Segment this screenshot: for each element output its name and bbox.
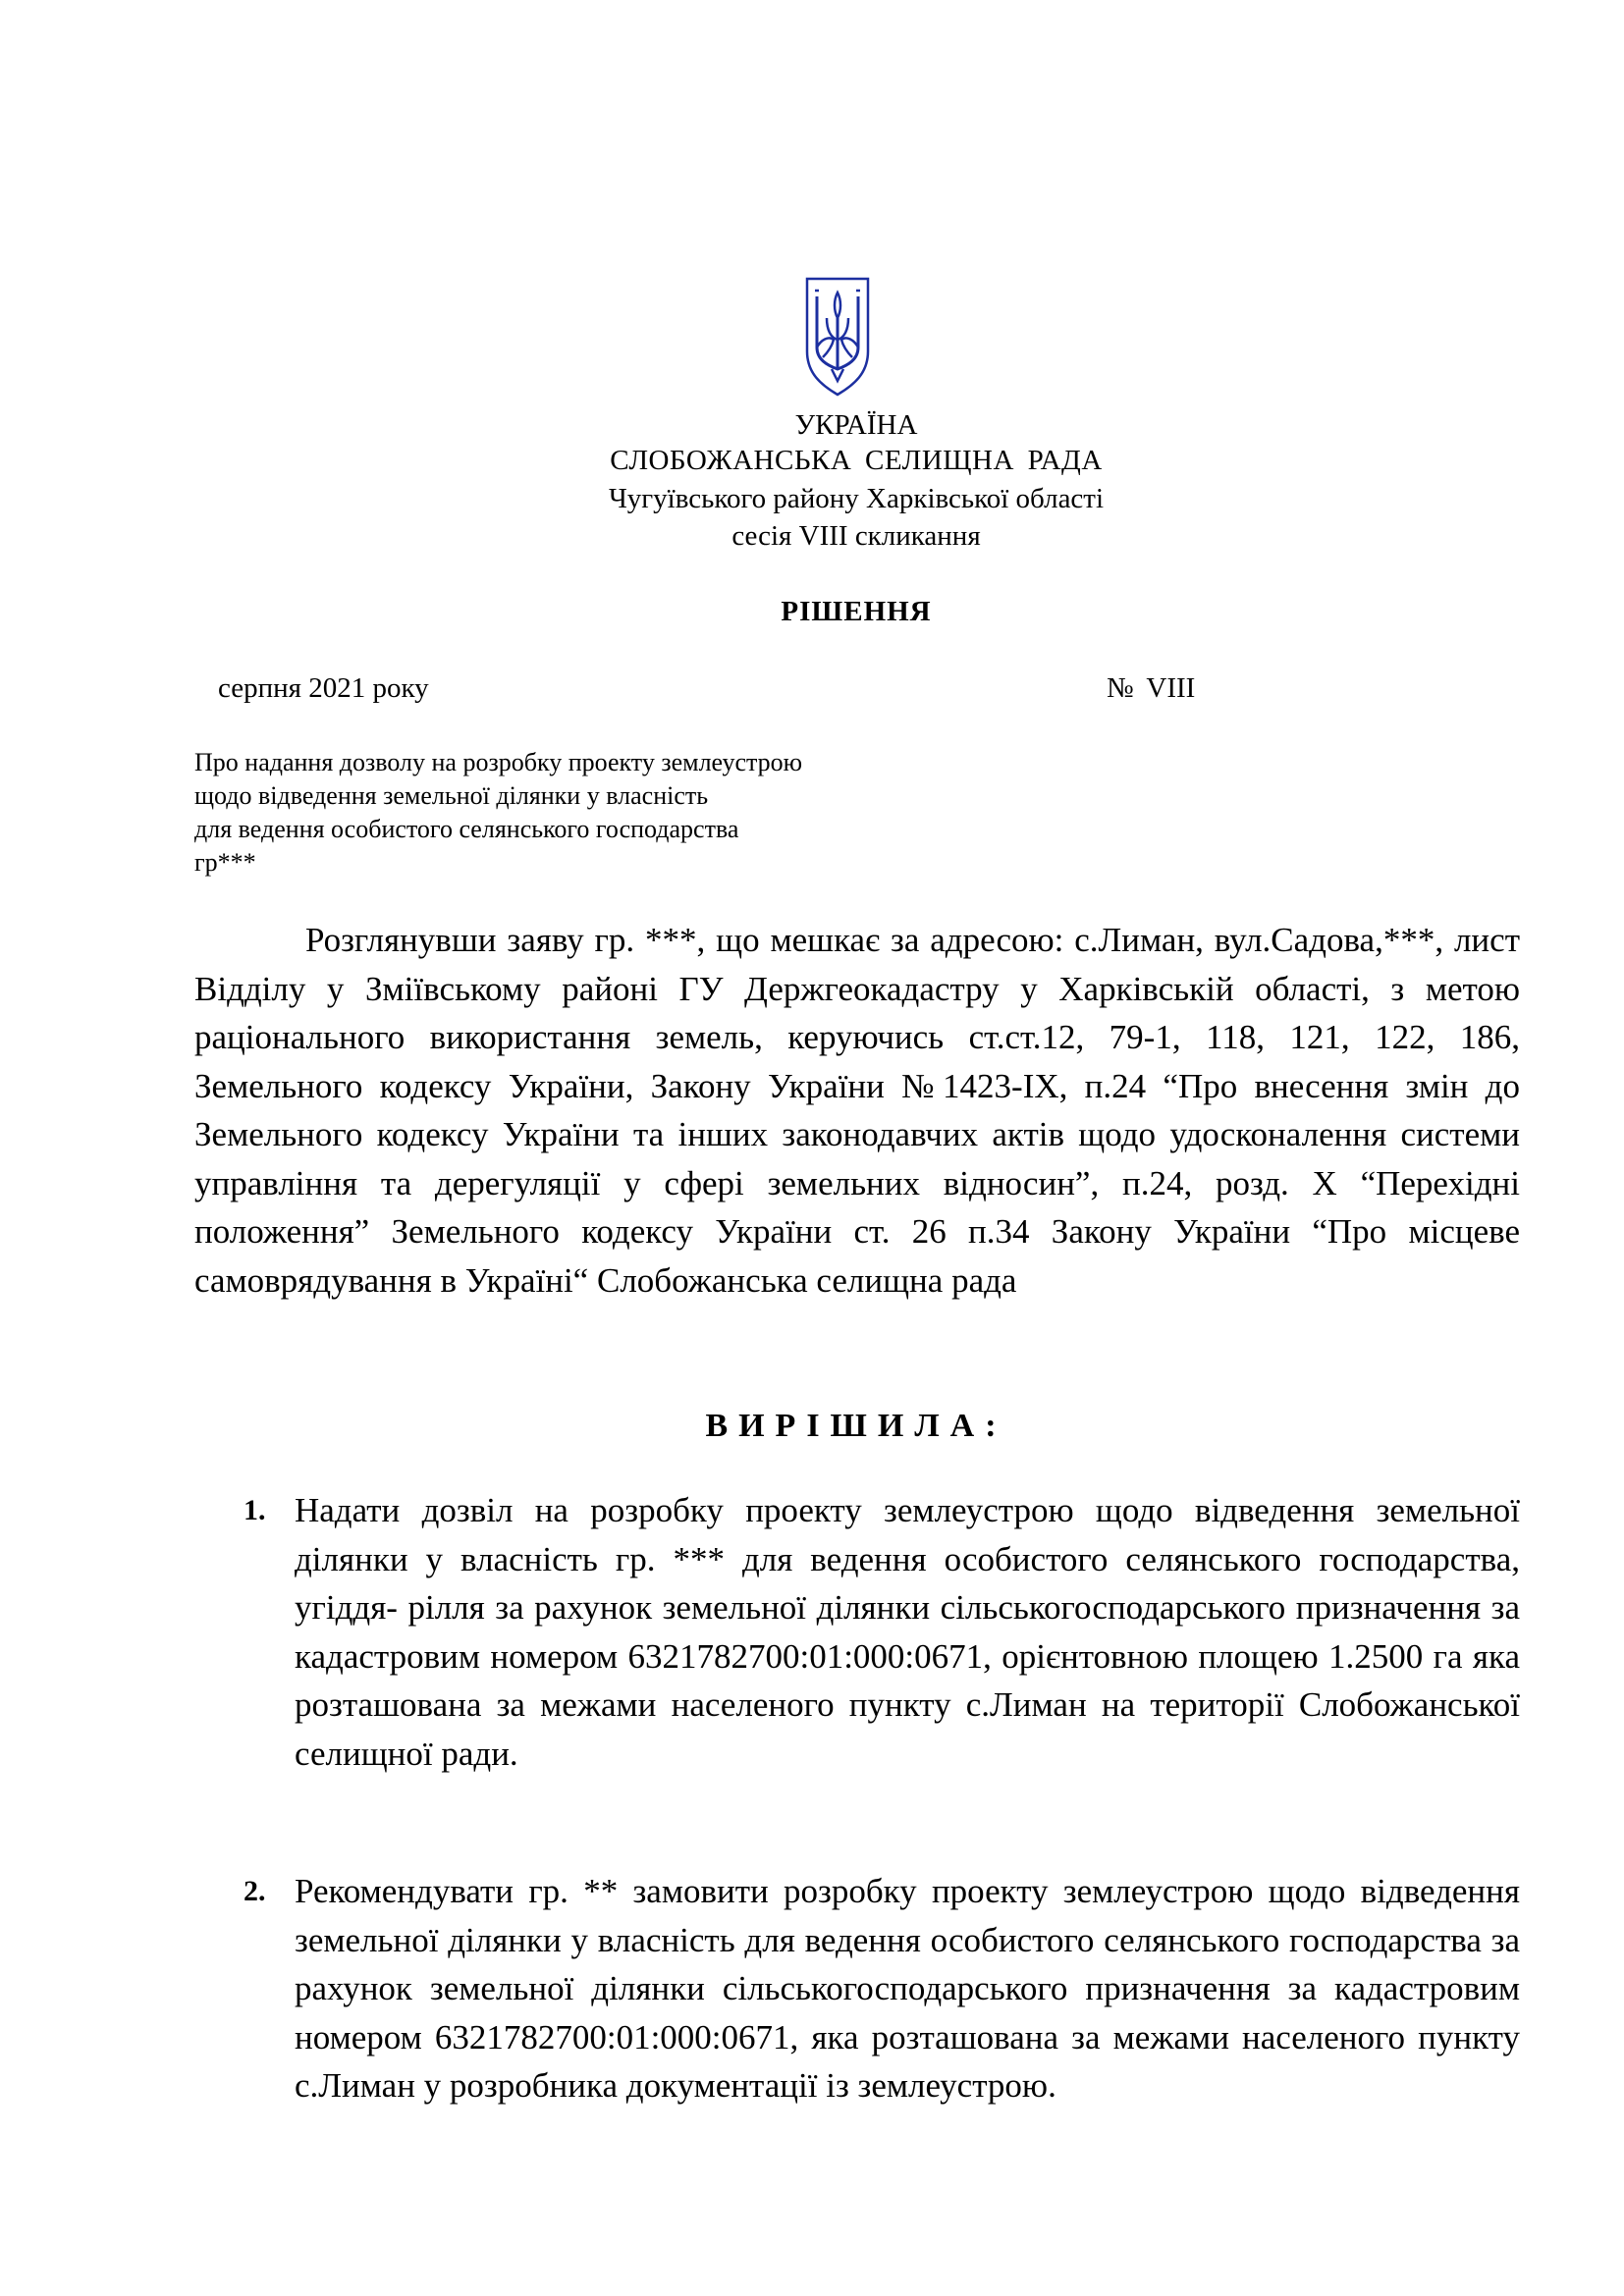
country-name: УКРАЇНА — [794, 409, 918, 441]
decision-date: серпня 2021 року — [218, 672, 429, 704]
item-text: Рекомендувати гр. ** замовити розробку проекту землеустрою щодо відведення земельної ділянки у власність для ведення особистого селянського господарства за рахунок земельної ділянки сільськогосподарського призначення за кадастровим номером 6321782700:01:000:0671, яка розташована за межами населеного пункту с.Лиман у розробника документації із землеустрою. — [295, 1872, 1520, 2105]
subject-line: гр*** — [194, 848, 256, 877]
decision-number: № VIII — [1107, 672, 1196, 704]
subject-line: щодо відведення земельної ділянки у власність — [194, 781, 709, 810]
subject-line: для ведення особистого селянського господарства — [194, 815, 739, 843]
subject-line: Про надання дозволу на розробку проекту землеустрою — [194, 748, 803, 776]
item-text: Надати дозвіл на розробку проекту землеустрою щодо відведення земельної ділянки у власність гр. *** для ведення особистого селянського господарства, угіддя- рілля за рахунок земельної ділянки сільськогосподарського призначення за кадастровим номером 6321782700:01:000:0671, орієнтовною площею 1.2500 га яка розташована за межами населеного пункту с.Лиман на території Слобожанської селищної ради. — [295, 1491, 1520, 1773]
resolution-item — [244, 1867, 1520, 2110]
ukraine-trident-icon — [803, 275, 872, 399]
session-name: сесія VIII скликання — [731, 520, 981, 552]
item-number: 2. — [244, 1875, 266, 1907]
item-number: 1. — [244, 1494, 266, 1526]
resolution-item — [244, 1486, 1520, 1778]
preamble-paragraph: Розглянувши заяву гр. ***, що мешкає за адресою: с.Лиман, вул.Садова,***, лист Відділу у Зміївському районі ГУ Держгеокадастру у Харківській області, з метою раціонального використання земель, керуючись ст.ст.12, 79-1, 118, 121, 122, 186, Земельного кодексу України, Закону України №1423-IX, п.24 “Про внесення змін до Земельного кодексу України та інших законодавчих актів щодо удосконалення системи управління та дерегуляції у сфері земельних відносин”, п.24, розд. Х “Перехідні положення” Земельного кодексу України ст. 26 п.34 Закону України “Про місцеве самоврядування в Україні“ Слобожанська селищна рада — [194, 921, 1520, 1300]
resolved-heading: ВИРІШИЛА: — [705, 1408, 1007, 1444]
district-name: Чугуївського району Харківської області — [608, 483, 1105, 514]
council-name: СЛОБОЖАНСЬКА СЕЛИЩНА РАДА — [610, 445, 1103, 476]
document-title: РІШЕННЯ — [781, 596, 932, 627]
decision-subject — [194, 746, 802, 880]
